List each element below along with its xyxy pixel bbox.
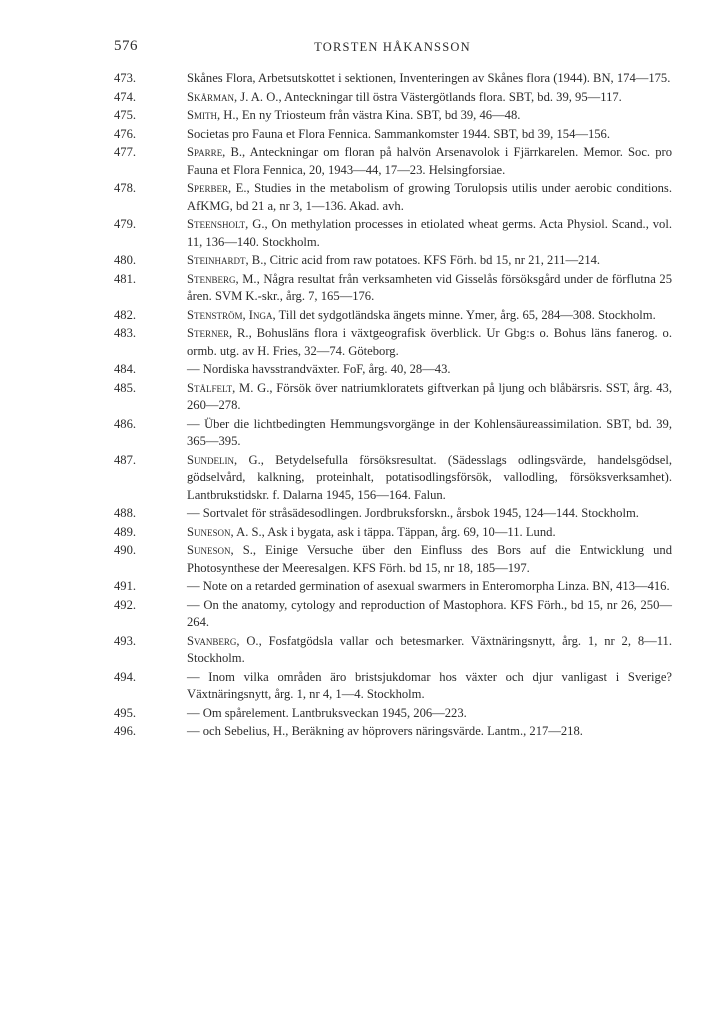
bibliography-entry [114,452,672,505]
bibliography-entry [114,126,672,144]
bibliography-entry [114,633,672,668]
entry-author: Suneson, S., [187,543,257,557]
entry-text: Om spårelement. Lantbruksveckan 1945, 206—223. [199,705,467,720]
entry-author: Skårman, J. A. O., [187,89,282,104]
bibliography-list [114,70,672,742]
entry-number: 487. [114,452,137,467]
entry-text: Ask i bygata, ask i täppa. Täppan, årg. 69, 10—11. Lund. [264,524,556,539]
entry-author: Stenström, Inga, [187,307,276,322]
bibliography-entry [114,524,672,542]
entry-text: Über die lichtbedingten Hemmungsvorgänge in der Kohlensäureassimilation. SBT, bd. 39, 365—395. [187,416,672,448]
entry-author: — [187,579,200,593]
bibliography-entry [114,578,672,596]
bibliography-entry [114,89,672,107]
entry-citation [149,126,672,144]
bibliography-entry [114,180,672,215]
entry-text: Einige Versuche über den Einfluss des Bors auf die Entwicklung und Photosynthese der Meeresalgen. KFS Förh. bd 15, nr 18, 185—197. [187,543,672,575]
entry-citation [149,180,672,215]
bibliography-entry [114,271,672,306]
entry-citation [149,723,672,741]
bibliography-entry [114,505,672,523]
entry-text: Societas pro Fauna et Flora Fennica. Sammankomster 1944. SBT, bd 39, 154—156. [187,126,611,141]
entry-number: 493. [114,633,137,648]
entry-text: En ny Triosteum från västra Kina. SBT, bd 39, 46—48. [238,108,521,122]
entry-number: 494. [114,669,137,684]
bibliography-entry [114,216,672,251]
entry-citation [149,252,672,270]
entry-text: Sortvalet för stråsädesodlingen. Jordbruksforskn., årsbok 1945, 124—144. Stockholm. [199,506,639,520]
entry-author: Steinhardt, B., [187,253,267,267]
entry-number: 488. [114,506,137,520]
page-number: 576 [114,38,138,54]
entry-citation [149,633,672,668]
entry-text: Inom vilka områden äro bristsjukdomar hos växter och djur vanligast i Sverige? Växtnäringsnytt, årg. 1, nr 4, 1—4. Stockholm. [187,669,672,701]
entry-author: — [187,669,200,684]
entry-text: Studies in the metabolism of growing Torulopsis utilis under aerobic conditions. AfKMG, bd 21 a, nr 3, 1—136. Akad. avh. [187,181,672,213]
bibliography-entry [114,70,672,88]
entry-number: 484. [114,362,137,376]
entry-author: Stålfelt, M. G., [187,380,273,395]
entry-text: Skånes Flora, Arbetsutskottet i sektionen, Inventeringen av Skånes flora (1944). BN, 174—175. [187,71,671,85]
entry-number: 474. [114,89,137,104]
entry-citation [149,505,672,523]
entry-author: Sterner, R., [187,326,252,340]
entry-text: Citric acid from raw potatoes. KFS Förh. bd 15, nr 21, 211—214. [266,253,601,267]
entry-citation [149,452,672,505]
entry-number: 478. [114,181,137,195]
bibliography-entry [114,325,672,360]
entry-text: Bohusläns flora i växtgeografisk överblick. Ur Gbg:s o. Bohus läns fanerog. o. ormb. utg. av H. Fries, 32—74. Göteborg. [187,326,672,358]
entry-author: Steensholt, G., [187,217,268,231]
entry-author: Sundelin, G., [187,452,264,467]
entry-citation [149,669,672,704]
entry-text: Note on a retarded germination of asexual swarmers in Enteromorpha Linza. BN, 413—416. [199,579,670,593]
entry-number: 479. [114,217,137,231]
bibliography-entry [114,361,672,379]
bibliography-entry [114,705,672,723]
entry-text: Några resultat från verksamheten vid Gisselås försöksgård under de förflutna 25 åren. SVM K.-skr., årg. 7, 165—176. [187,271,672,303]
entry-author: Smith, H., [187,108,239,122]
entry-number: 486. [114,416,137,431]
entry-citation [149,89,672,107]
running-head: TORSTEN HÅKANSSON [314,40,471,54]
bibliography-entry [114,144,672,179]
entry-number: 482. [114,307,137,322]
bibliography-entry [114,723,672,741]
entry-text: Nordiska havsstrandväxter. FoF, årg. 40, 28—43. [199,362,451,376]
entry-text: och Sebelius, H., Beräkning av höprovers näringsvärde. Lantm., 217—218. [199,724,583,738]
entry-author: — [187,597,200,612]
entry-text: Anteckningar om floran på halvön Arsenavolok i Fjärrkarelen. Memor. Soc. pro Fauna et Flora Fennica, 20, 1943—44, 17—23. Helsingforsiae. [187,145,672,177]
entry-text: Till det sydgotländska ängets minne. Ymer, årg. 65, 284—308. Stockholm. [275,307,656,322]
entry-citation [149,325,672,360]
bibliography-entry [114,307,672,325]
entry-author: — [187,705,200,720]
entry-number: 476. [114,126,137,141]
entry-text: Anteckningar till östra Västergötlands flora. SBT, bd. 39, 95—117. [281,89,622,104]
entry-citation [149,107,672,125]
entry-citation [149,216,672,251]
entry-author: — [187,416,200,431]
entry-number: 480. [114,253,137,267]
entry-citation [149,542,672,577]
entry-number: 490. [114,543,137,557]
entry-author: Suneson, A. S., [187,524,265,539]
entry-number: 485. [114,380,137,395]
bibliography-entry [114,252,672,270]
entry-number: 473. [114,71,137,85]
entry-author: Sparre, B., [187,145,246,159]
entry-citation [149,70,672,88]
entry-number: 475. [114,108,137,122]
entry-text: Betydelsefulla försöksresultat. (Sädesslags odlingsvärde, handelsgödsel, gödselvård, kalkning, proteinhalt, potatisodlingsförsök, vallodling, försöksverksamhet). Lantbrukstidskr. f. Dalarna 1945, 156—164. Falun. [187,452,673,502]
entry-number: 496. [114,724,137,738]
entry-citation [149,597,672,632]
entry-citation [149,144,672,179]
entry-text: Fosfatgödsla vallar och betesmarker. Växtnäringsnytt, årg. 1, nr 2, 8—11. Stockholm. [187,633,672,665]
entry-number: 492. [114,597,137,612]
entry-citation [149,705,672,723]
entry-citation [149,361,672,379]
entry-number: 477. [114,145,137,159]
bibliography-entry [114,107,672,125]
entry-author: — [187,362,200,376]
entry-number: 481. [114,271,137,286]
entry-author: Svanberg, O., [187,633,262,648]
entry-text: On methylation processes in etiolated wheat germs. Acta Physiol. Scand., vol. 11, 136—140. Stockholm. [187,217,673,249]
bibliography-entry [114,669,672,704]
entry-author: Sperber, E., [187,181,250,195]
entry-number: 489. [114,524,137,539]
entry-number: 495. [114,705,137,720]
entry-author: — [187,724,200,738]
entry-number: 483. [114,326,137,340]
bibliography-entry [114,597,672,632]
entry-citation [149,524,672,542]
entry-text: Försök över natriumkloratets giftverkan på ljung och blåbärsris. SST, årg. 43, 260—278. [187,380,672,412]
bibliography-entry [114,416,672,451]
entry-text: On the anatomy, cytology and reproduction of Mastophora. KFS Förh., bd 15, nr 26, 250—264. [187,597,672,629]
bibliography-entry [114,542,672,577]
bibliography-entry [114,380,672,415]
entry-citation [149,380,672,415]
entry-author: Stenberg, M., [187,271,260,286]
entry-citation [149,578,672,596]
entry-citation [149,271,672,306]
entry-citation [149,307,672,325]
entry-author: — [187,506,200,520]
entry-number: 491. [114,579,137,593]
entry-citation [149,416,672,451]
